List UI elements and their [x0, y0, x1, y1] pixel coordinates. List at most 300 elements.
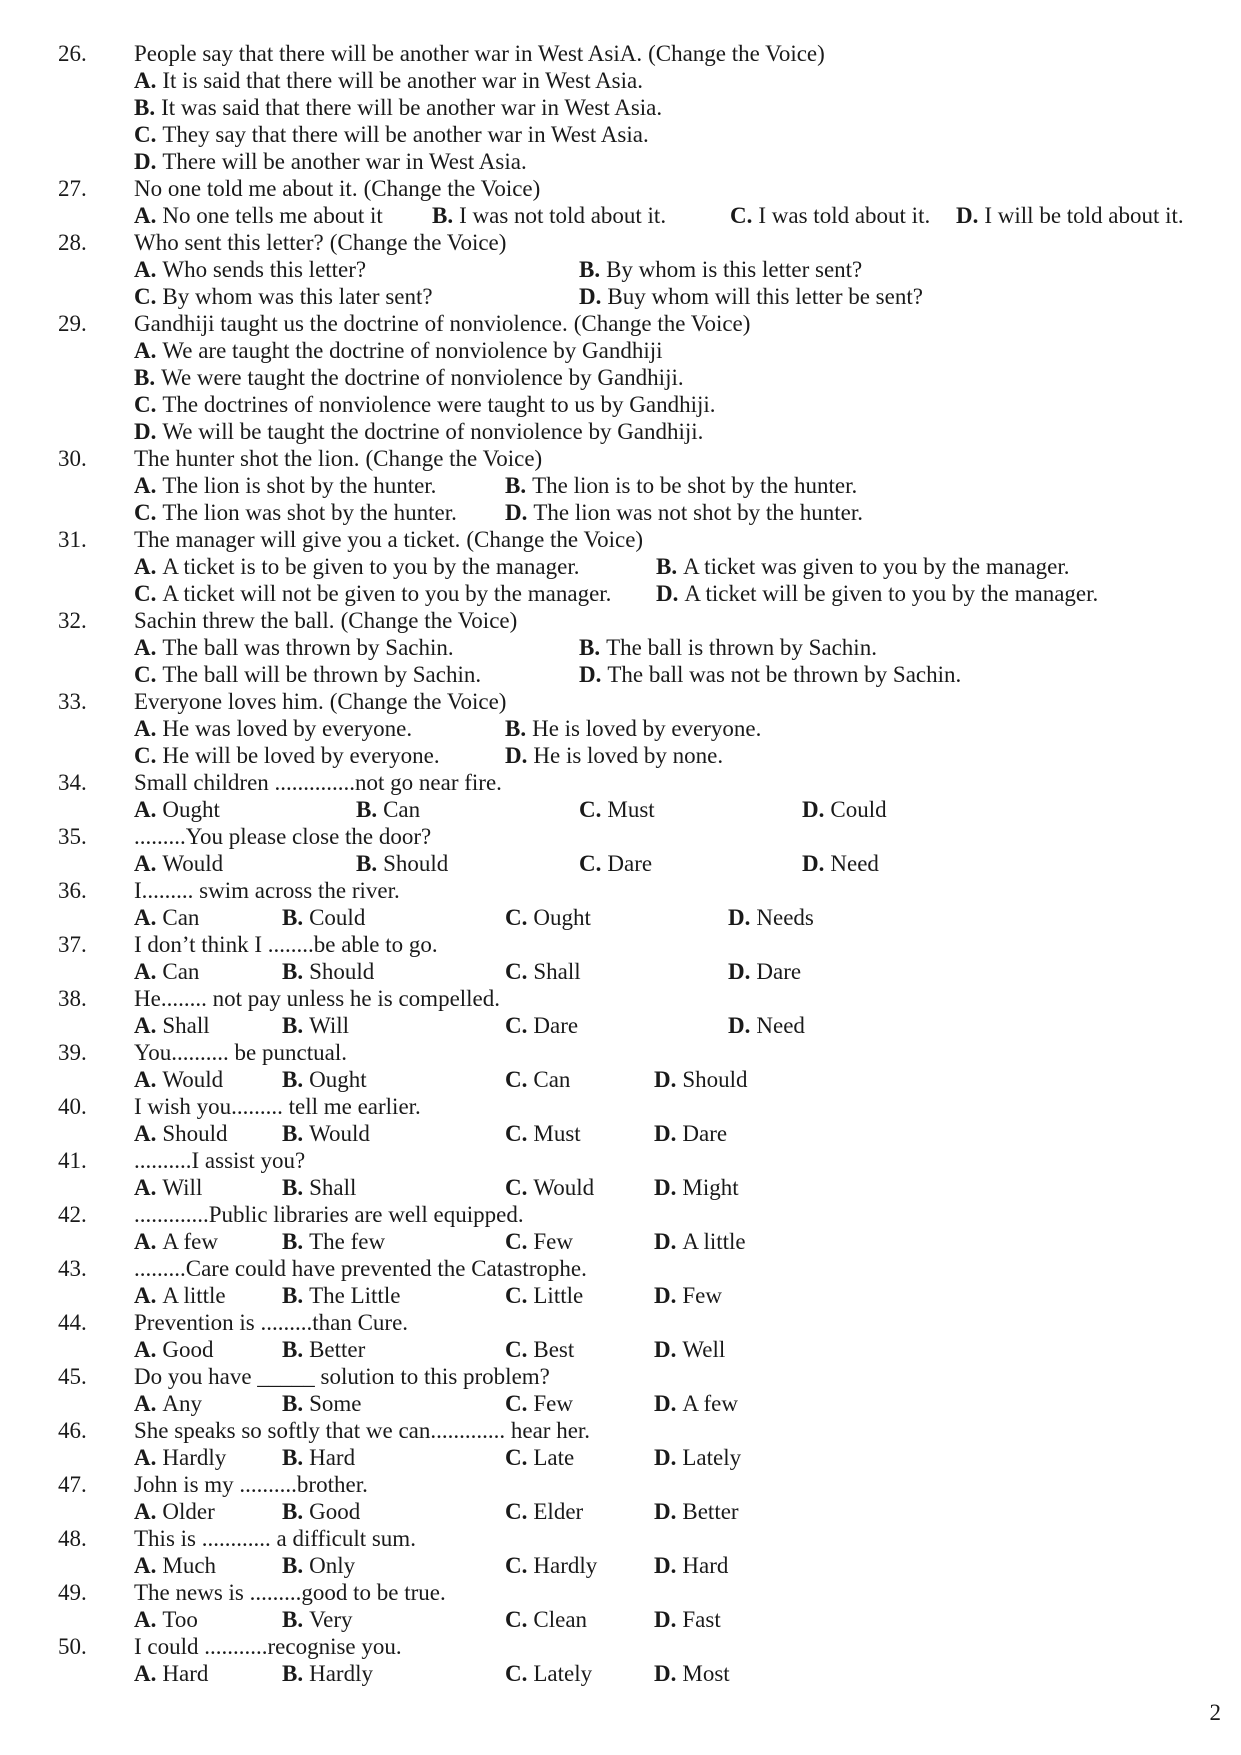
answer-option[interactable]	[134, 364, 684, 391]
option-text: Shall	[162, 1013, 210, 1038]
answer-option[interactable]	[505, 1012, 578, 1039]
option-row	[0, 94, 1241, 121]
question-number: 43.	[58, 1256, 87, 1281]
option-text: The ball is thrown by Sachin.	[606, 635, 877, 660]
option-letter: C.	[134, 122, 157, 147]
answer-option[interactable]	[134, 580, 611, 607]
answer-option[interactable]	[654, 1660, 730, 1687]
option-text: A little	[162, 1283, 226, 1308]
question-stem-line	[0, 769, 1241, 796]
answer-option[interactable]	[134, 256, 366, 283]
option-text: Most	[682, 1661, 730, 1686]
answer-option[interactable]	[728, 958, 801, 985]
option-text: Can	[533, 1067, 571, 1092]
option-letter: C.	[134, 662, 157, 687]
option-text: A ticket will not be given to you by the manager.	[162, 581, 612, 606]
option-text: Fast	[682, 1607, 721, 1632]
option-letter: A.	[134, 1499, 157, 1524]
option-text: The ball was not be thrown by Sachin.	[607, 662, 962, 687]
question-stem-line	[0, 1147, 1241, 1174]
answer-option[interactable]	[134, 958, 199, 985]
option-letter: B.	[282, 1607, 304, 1632]
option-text: The doctrines of nonviolence were taught to us by Gandhiji.	[162, 392, 716, 417]
question-item	[0, 1093, 1241, 1147]
answer-option[interactable]	[579, 634, 877, 661]
question-text	[134, 931, 438, 958]
option-text: Dare	[756, 959, 802, 984]
option-letter: D.	[654, 1175, 677, 1200]
option-text: By whom was this later sent?	[162, 284, 433, 309]
answer-option[interactable]	[505, 1228, 573, 1255]
option-letter: C.	[505, 1445, 528, 1470]
question-text	[134, 1093, 421, 1120]
option-letter: A.	[134, 473, 157, 498]
question-stem: .........Care could have prevented the Catastrophe.	[134, 1256, 587, 1281]
option-row	[0, 418, 1241, 445]
answer-option[interactable]	[134, 67, 643, 94]
answer-option[interactable]	[134, 1174, 202, 1201]
answer-option[interactable]	[654, 1120, 727, 1147]
option-text: Well	[682, 1337, 726, 1362]
answer-option[interactable]	[282, 1228, 385, 1255]
question-stem: Who sent this letter?	[134, 230, 324, 255]
question-text	[134, 1201, 524, 1228]
answer-option[interactable]	[802, 796, 887, 823]
answer-option[interactable]	[282, 1660, 373, 1687]
answer-option[interactable]	[505, 1498, 583, 1525]
option-text: Clean	[533, 1607, 588, 1632]
question-number: 31.	[58, 527, 87, 552]
answer-option[interactable]	[134, 796, 220, 823]
answer-option[interactable]	[134, 94, 662, 121]
option-letter: D.	[654, 1391, 677, 1416]
option-letter: D.	[654, 1229, 677, 1254]
option-text: A ticket will be given to you by the manager.	[684, 581, 1099, 606]
option-row	[0, 499, 1241, 526]
option-text: We are taught the doctrine of nonviolence by Gandhiji	[162, 338, 663, 363]
option-text: The few	[309, 1229, 386, 1254]
option-text: Might	[682, 1175, 739, 1200]
option-text: I was not told about it.	[459, 203, 667, 228]
option-text: Better	[309, 1337, 366, 1362]
question-stem: I could ...........recognise you.	[134, 1634, 402, 1659]
option-text: Would	[533, 1175, 595, 1200]
option-letter: A.	[134, 851, 157, 876]
answer-option[interactable]	[654, 1228, 746, 1255]
option-letter: B.	[282, 1391, 304, 1416]
question-stem-line	[0, 310, 1241, 337]
answer-option[interactable]	[505, 1552, 597, 1579]
option-text: Good	[309, 1499, 361, 1524]
option-letter: B.	[282, 1229, 304, 1254]
answer-option[interactable]	[956, 202, 1184, 229]
question-item	[0, 229, 1241, 310]
answer-option[interactable]	[134, 1552, 216, 1579]
option-letter: D.	[802, 797, 825, 822]
option-letter: D.	[654, 1283, 677, 1308]
option-text: Could	[830, 797, 887, 822]
answer-option[interactable]	[654, 1174, 739, 1201]
answer-option[interactable]	[654, 1498, 739, 1525]
option-text: He is loved by none.	[533, 743, 724, 768]
option-row	[0, 1552, 1241, 1579]
question-stem-line	[0, 1363, 1241, 1390]
question-stem-line	[0, 607, 1241, 634]
answer-option[interactable]	[505, 1336, 574, 1363]
answer-option[interactable]	[134, 1228, 218, 1255]
option-text: Buy whom will this letter be sent?	[607, 284, 923, 309]
question-stem: Sachin threw the ball.	[134, 608, 335, 633]
option-letter: C.	[505, 1607, 528, 1632]
answer-option[interactable]	[282, 1282, 400, 1309]
question-instruction: (Change the Voice)	[648, 41, 825, 66]
answer-option[interactable]	[134, 553, 580, 580]
option-letter: B.	[656, 554, 678, 579]
answer-option[interactable]	[505, 742, 723, 769]
option-letter: C.	[134, 581, 157, 606]
question-stem: The news is .........good to be true.	[134, 1580, 446, 1605]
answer-option[interactable]	[505, 1660, 592, 1687]
option-letter: B.	[282, 1499, 304, 1524]
answer-option[interactable]	[134, 418, 703, 445]
answer-option[interactable]	[505, 1174, 594, 1201]
option-text: Can	[162, 905, 200, 930]
question-text	[134, 1579, 446, 1606]
question-text	[134, 607, 517, 634]
option-row	[0, 742, 1241, 769]
question-text	[134, 877, 400, 904]
answer-option[interactable]	[134, 1606, 198, 1633]
question-text	[134, 688, 506, 715]
answer-option[interactable]	[134, 283, 433, 310]
question-text	[134, 526, 643, 553]
option-text: The ball will be thrown by Sachin.	[162, 662, 482, 687]
answer-option[interactable]	[356, 850, 448, 877]
question-number: 39.	[58, 1040, 87, 1065]
question-item	[0, 445, 1241, 526]
option-text: Hardly	[309, 1661, 373, 1686]
answer-option[interactable]	[282, 1336, 365, 1363]
question-number: 49.	[58, 1580, 87, 1605]
answer-option[interactable]	[728, 1012, 805, 1039]
option-row	[0, 1498, 1241, 1525]
answer-option[interactable]	[134, 661, 481, 688]
answer-option[interactable]	[505, 1390, 573, 1417]
answer-option[interactable]	[654, 1444, 741, 1471]
answer-option[interactable]	[728, 904, 814, 931]
option-letter: D.	[505, 500, 528, 525]
option-letter: C.	[134, 743, 157, 768]
question-text	[134, 175, 540, 202]
question-item	[0, 688, 1241, 769]
answer-option[interactable]	[134, 337, 663, 364]
question-text	[134, 1255, 587, 1282]
question-number: 47.	[58, 1472, 87, 1497]
option-letter: C.	[505, 1337, 528, 1362]
question-stem: No one told me about it.	[134, 176, 358, 201]
answer-option[interactable]	[134, 1012, 210, 1039]
option-text: Better	[682, 1499, 739, 1524]
answer-option[interactable]	[579, 256, 862, 283]
answer-option[interactable]	[134, 904, 199, 931]
question-stem-line	[0, 1039, 1241, 1066]
option-text: He will be loved by everyone.	[162, 743, 440, 768]
answer-option[interactable]	[656, 553, 1070, 580]
answer-option[interactable]	[134, 1120, 228, 1147]
answer-option[interactable]	[134, 1444, 226, 1471]
question-text	[134, 1633, 402, 1660]
option-text: Need	[756, 1013, 805, 1038]
option-text: Will	[162, 1175, 203, 1200]
option-letter: C.	[505, 905, 528, 930]
option-row	[0, 1066, 1241, 1093]
option-letter: B.	[356, 797, 378, 822]
question-text	[134, 1471, 368, 1498]
question-text	[134, 1309, 408, 1336]
answer-option[interactable]	[282, 958, 374, 985]
option-row	[0, 148, 1241, 175]
question-instruction: (Change the Voice)	[365, 446, 543, 471]
option-letter: A.	[134, 1067, 157, 1092]
option-letter: D.	[654, 1661, 677, 1686]
option-text: Ought	[162, 797, 220, 822]
option-text: Good	[162, 1337, 214, 1362]
answer-option[interactable]	[579, 661, 961, 688]
option-letter: D.	[802, 851, 825, 876]
option-letter: B.	[579, 257, 601, 282]
answer-option[interactable]	[282, 1498, 360, 1525]
option-row	[0, 337, 1241, 364]
question-stem-line	[0, 1579, 1241, 1606]
answer-option[interactable]	[282, 1606, 353, 1633]
option-letter: C.	[730, 203, 753, 228]
question-number: 36.	[58, 878, 87, 903]
option-text: Little	[533, 1283, 584, 1308]
option-letter: D.	[654, 1121, 677, 1146]
answer-option[interactable]	[134, 1066, 223, 1093]
answer-option[interactable]	[505, 958, 581, 985]
answer-option[interactable]	[654, 1282, 722, 1309]
option-letter: B.	[432, 203, 454, 228]
answer-option[interactable]	[134, 742, 440, 769]
question-text	[134, 769, 502, 796]
question-number: 29.	[58, 311, 87, 336]
question-stem-line	[0, 40, 1241, 67]
question-stem-line	[0, 1093, 1241, 1120]
question-stem: You.......... be punctual.	[134, 1040, 347, 1065]
question-item	[0, 1309, 1241, 1363]
option-letter: B.	[282, 1445, 304, 1470]
option-text: Much	[162, 1553, 217, 1578]
answer-option[interactable]	[654, 1606, 721, 1633]
option-text: Can	[383, 797, 421, 822]
answer-option[interactable]	[505, 904, 591, 931]
question-number: 26.	[58, 41, 87, 66]
answer-option[interactable]	[134, 148, 527, 175]
answer-option[interactable]	[134, 202, 383, 229]
option-letter: B.	[282, 1121, 304, 1146]
option-row	[0, 364, 1241, 391]
option-letter: D.	[728, 905, 751, 930]
option-text: Late	[533, 1445, 575, 1470]
option-letter: A.	[134, 338, 157, 363]
answer-option[interactable]	[654, 1552, 728, 1579]
option-letter: D.	[579, 662, 602, 687]
answer-option[interactable]	[282, 1174, 356, 1201]
option-letter: A.	[134, 1175, 157, 1200]
option-letter: D.	[579, 284, 602, 309]
question-item	[0, 823, 1241, 877]
answer-option[interactable]	[134, 634, 454, 661]
answer-option[interactable]	[282, 1390, 361, 1417]
option-text: Few	[533, 1391, 573, 1416]
answer-option[interactable]	[654, 1066, 748, 1093]
answer-option[interactable]	[654, 1336, 725, 1363]
answer-option[interactable]	[134, 1390, 202, 1417]
page-number: 2	[1209, 1700, 1221, 1725]
answer-option[interactable]	[432, 202, 666, 229]
question-number: 28.	[58, 230, 87, 255]
answer-option[interactable]	[134, 391, 716, 418]
answer-option[interactable]	[579, 283, 923, 310]
option-row	[0, 1390, 1241, 1417]
answer-option[interactable]	[505, 499, 863, 526]
option-letter: B.	[505, 473, 527, 498]
option-text: A ticket is to be given to you by the manager.	[162, 554, 580, 579]
option-letter: A.	[134, 1013, 157, 1038]
answer-option[interactable]	[282, 1012, 349, 1039]
option-letter: B.	[282, 1661, 304, 1686]
answer-option[interactable]	[356, 796, 420, 823]
question-stem: Prevention is .........than Cure.	[134, 1310, 409, 1335]
answer-option[interactable]	[282, 1066, 367, 1093]
question-number: 35.	[58, 824, 87, 849]
answer-option[interactable]	[505, 715, 761, 742]
question-stem: The manager will give you a ticket.	[134, 527, 461, 552]
question-item	[0, 1579, 1241, 1633]
option-row	[0, 1606, 1241, 1633]
option-row	[0, 1120, 1241, 1147]
answer-option[interactable]	[656, 580, 1098, 607]
option-row	[0, 796, 1241, 823]
answer-option[interactable]	[505, 472, 857, 499]
option-letter: D.	[654, 1553, 677, 1578]
question-item	[0, 1471, 1241, 1525]
question-instruction: (Change the Voice)	[466, 527, 644, 552]
option-letter: A.	[134, 257, 157, 282]
answer-option[interactable]	[505, 1444, 574, 1471]
answer-option[interactable]	[134, 850, 223, 877]
answer-option[interactable]	[505, 1282, 583, 1309]
answer-option[interactable]	[505, 1606, 587, 1633]
option-text: Hard	[682, 1553, 729, 1578]
answer-option[interactable]	[134, 472, 436, 499]
option-text: Very	[309, 1607, 353, 1632]
question-stem-line	[0, 445, 1241, 472]
option-text: Elder	[533, 1499, 584, 1524]
answer-option[interactable]	[282, 1444, 355, 1471]
option-row	[0, 958, 1241, 985]
question-stem-line	[0, 526, 1241, 553]
answer-option[interactable]	[505, 1066, 570, 1093]
option-text: It is said that there will be another war in West Asia.	[162, 68, 643, 93]
option-letter: D.	[728, 1013, 751, 1038]
answer-option[interactable]	[134, 499, 457, 526]
answer-option[interactable]	[730, 202, 930, 229]
option-letter: D.	[134, 419, 157, 444]
question-item	[0, 1525, 1241, 1579]
option-text: The lion was not shot by the hunter.	[533, 500, 864, 525]
question-number: 32.	[58, 608, 87, 633]
question-stem-line	[0, 823, 1241, 850]
answer-option[interactable]	[134, 1660, 208, 1687]
answer-option[interactable]	[134, 121, 649, 148]
answer-option[interactable]	[579, 850, 652, 877]
question-instruction: (Change the Voice)	[329, 230, 507, 255]
option-letter: C.	[505, 1067, 528, 1092]
option-text: Dare	[533, 1013, 579, 1038]
answer-option[interactable]	[579, 796, 655, 823]
question-stem-line	[0, 1417, 1241, 1444]
question-number: 41.	[58, 1148, 87, 1173]
option-text: Any	[162, 1391, 202, 1416]
option-letter: D.	[654, 1607, 677, 1632]
question-number: 50.	[58, 1634, 87, 1659]
question-instruction: (Change the Voice)	[573, 311, 751, 336]
answer-option[interactable]	[134, 715, 412, 742]
question-instruction: (Change the Voice)	[363, 176, 541, 201]
option-text: Should	[682, 1067, 748, 1092]
question-stem-line	[0, 1633, 1241, 1660]
option-text: The ball was thrown by Sachin.	[162, 635, 454, 660]
option-text: Would	[309, 1121, 370, 1146]
question-item	[0, 1039, 1241, 1093]
question-item	[0, 931, 1241, 985]
answer-option[interactable]	[134, 1282, 226, 1309]
option-row	[0, 553, 1241, 580]
option-letter: B.	[579, 635, 601, 660]
option-letter: A.	[134, 554, 157, 579]
option-row	[0, 472, 1241, 499]
question-stem-line	[0, 175, 1241, 202]
option-letter: B.	[282, 959, 304, 984]
option-letter: D.	[654, 1499, 677, 1524]
option-row	[0, 715, 1241, 742]
question-item	[0, 1255, 1241, 1309]
question-stem-line	[0, 931, 1241, 958]
answer-option[interactable]	[134, 1498, 215, 1525]
option-letter: A.	[134, 1337, 157, 1362]
answer-option[interactable]	[802, 850, 879, 877]
answer-option[interactable]	[505, 1120, 581, 1147]
answer-option[interactable]	[282, 1552, 355, 1579]
question-number: 34.	[58, 770, 87, 795]
option-text: The lion was shot by the hunter.	[162, 500, 457, 525]
option-text: No one tells me about it	[162, 203, 383, 228]
answer-option[interactable]	[282, 1120, 370, 1147]
option-letter: D.	[956, 203, 979, 228]
option-row	[0, 1012, 1241, 1039]
answer-option[interactable]	[134, 1336, 214, 1363]
option-letter: D.	[654, 1067, 677, 1092]
answer-option[interactable]	[282, 904, 365, 931]
option-letter: C.	[134, 392, 157, 417]
question-stem: She speaks so softly that we can............. hear her.	[134, 1418, 591, 1443]
answer-option[interactable]	[654, 1390, 738, 1417]
option-text: Some	[309, 1391, 362, 1416]
question-stem: I wish you......... tell me earlier.	[134, 1094, 421, 1119]
option-letter: C.	[505, 1553, 528, 1578]
